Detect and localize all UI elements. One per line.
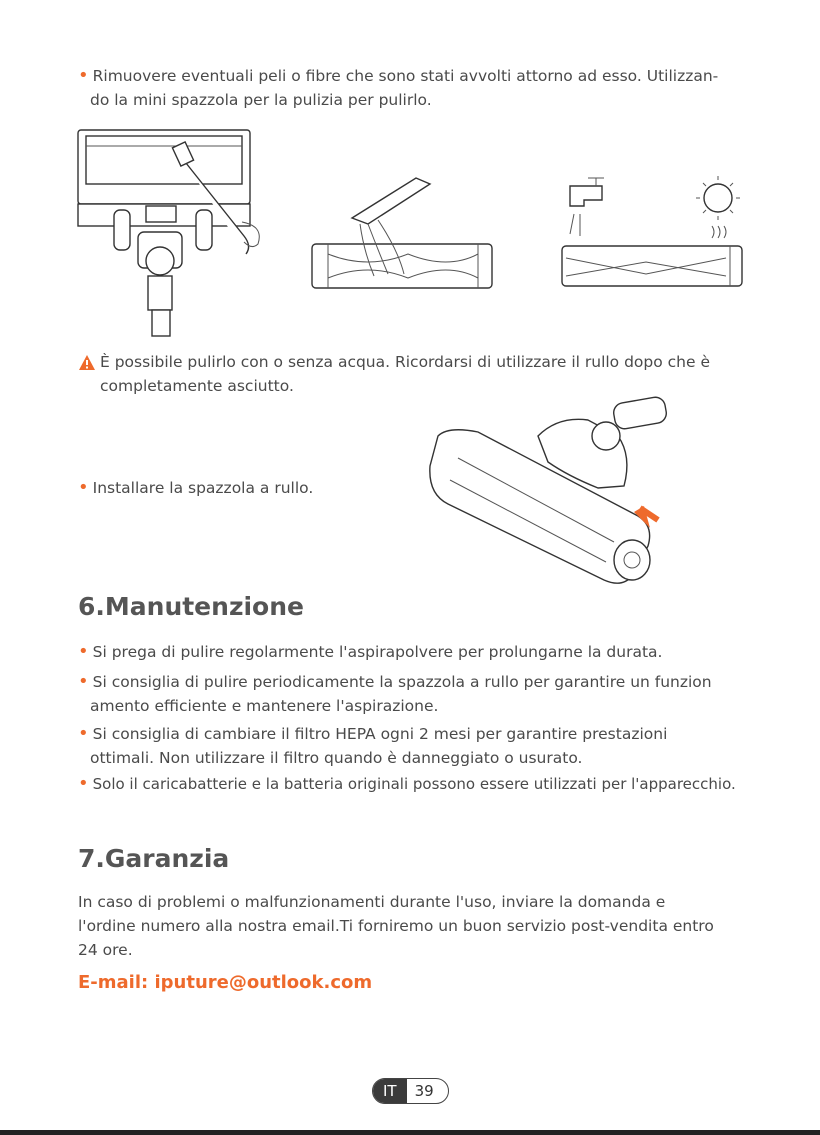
bullet-dot: • — [78, 773, 89, 794]
brush-head-illustration — [74, 126, 274, 341]
maintenance-item-4 — [78, 772, 808, 796]
wash-dry-illustration — [556, 174, 746, 290]
maintenance-item-3 — [78, 722, 798, 770]
maintenance-item-2 — [78, 670, 798, 718]
maintenance-item-text: Si prega di pulire regolarmente l'aspirapolvere per prolungarne la durata. — [92, 643, 663, 661]
bullet-dot: • — [78, 641, 89, 662]
maintenance-item-text-line2: ottimali. Non utilizzare il filtro quando è danneggiato o usurato. — [90, 749, 583, 767]
maintenance-item-text-line2: amento efficiente e mantenere l'aspirazione. — [90, 697, 439, 715]
warranty-text-line3: 24 ore. — [78, 941, 133, 959]
bullet-dot: • — [78, 723, 89, 744]
install-roller-illustration — [418, 396, 674, 590]
install-bullet — [78, 476, 313, 500]
warranty-text-line1: In caso di problemi o malfunzionamenti durante l'uso, inviare la domanda e — [78, 893, 666, 911]
maintenance-title: 6.Manutenzione — [78, 592, 304, 621]
warranty-email: E-mail: iputure@outlook.com — [78, 972, 373, 993]
bullet-dot: • — [78, 671, 89, 692]
bullet-dot: • — [78, 65, 89, 86]
warning-text-line2: completamente asciutto. — [100, 377, 294, 395]
page-number: 39 — [414, 1082, 434, 1100]
bottom-border — [0, 1130, 820, 1135]
page-badge — [372, 1078, 449, 1104]
bullet-dot: • — [78, 477, 89, 498]
intro-text-line2: do la mini spazzola per la pulizia per pulirlo. — [90, 91, 432, 109]
warranty-title: 7.Garanzia — [78, 844, 230, 873]
maintenance-item-1 — [78, 640, 798, 664]
maintenance-item-text: Si consiglia di pulire periodicamente la spazzola a rullo per garantire un funzion — [92, 673, 712, 691]
maintenance-item-text: Solo il caricabatterie e la batteria originali possono essere utilizzati per l'apparecchio. — [92, 775, 736, 793]
install-text: Installare la spazzola a rullo. — [92, 479, 314, 497]
roller-cleaning-illustration — [308, 170, 498, 292]
warning-icon — [78, 354, 96, 371]
intro-bullet — [78, 64, 778, 112]
language-tag: IT — [373, 1079, 407, 1103]
intro-text-line1: Rimuovere eventuali peli o fibre che sono stati avvolti attorno ad esso. Utilizzan- — [92, 67, 719, 85]
warning-note — [78, 350, 778, 398]
warranty-text — [78, 890, 798, 962]
warning-text-line1: È possibile pulirlo con o senza acqua. Ricordarsi di utilizzare il rullo dopo che è — [100, 353, 711, 371]
warranty-text-line2: l'ordine numero alla nostra email.Ti forniremo un buon servizio post-vendita entro — [78, 917, 714, 935]
maintenance-item-text: Si consiglia di cambiare il filtro HEPA ogni 2 mesi per garantire prestazioni — [92, 725, 668, 743]
